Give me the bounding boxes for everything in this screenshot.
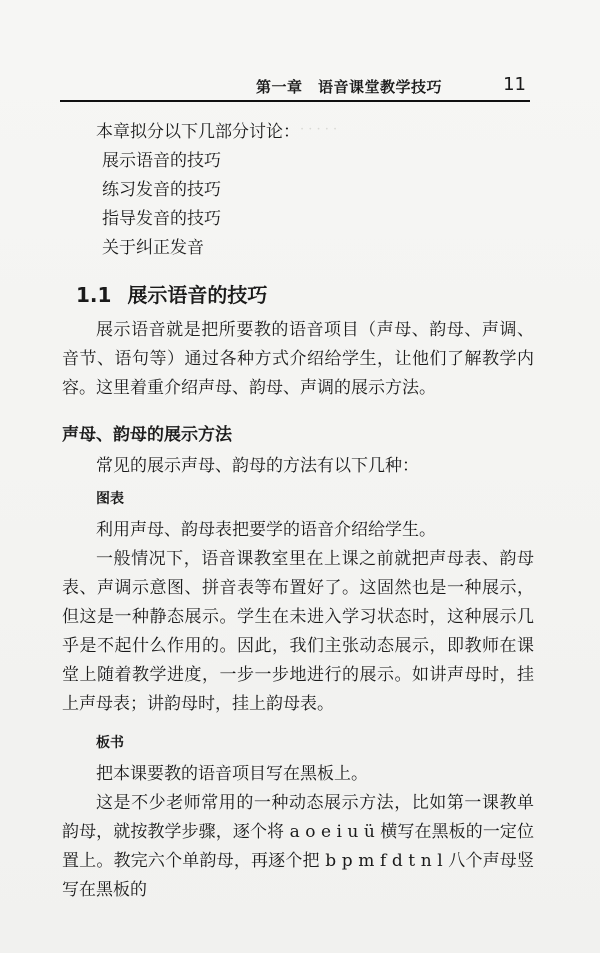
section-paragraph: 展示语音就是把所要教的语音项目（声母、韵母、声调、音节、语句等）通过各种方式介绍给学生，让他们了解教学内容。这里着重介绍声母、韵母、声调的展示方法。 [62,320,534,398]
chart-paragraph-1: 利用声母、韵母表把要学的语音介绍给学生。 [96,520,436,540]
running-header [60,72,530,100]
page-number: 11 [503,74,526,95]
method-label-chart: 图表 [96,491,124,507]
blackboard-paragraph-2: 这是不少老师常用的一种动态展示方法，比如第一课教单韵母，就按教学步骤，逐个将 a o e i u ü 横写在黑板的一定位置上。教完六个单韵母，再逐个把 b p m f d t n l 八个声母竖写在黑板的 [62,793,534,900]
topic-item: 关于纠正发音 [102,238,204,258]
bleed-through-text: · · · · · [300,122,338,137]
topic-list [62,147,534,263]
subsection-intro: 常见的展示声母、韵母的方法有以下几种： [96,456,419,476]
blackboard-paragraph-1: 把本课要教的语音项目写在黑板上。 [96,764,368,784]
section-title: 展示语音的技巧 [127,283,268,307]
topic-item: 练习发音的技巧 [102,180,221,200]
topic-item: 指导发音的技巧 [102,209,221,229]
section-heading [62,281,534,310]
chapter-title: 第一章 语音课堂教学技巧 [255,78,442,96]
section-number: 1.1 [76,283,112,307]
header-rule [60,100,530,102]
intro-lead: 本章拟分以下几部分讨论： [96,122,300,142]
chart-paragraph-2: 一般情况下，语音课教室里在上课之前就把声母表、韵母表、声调示意图、拼音表等布置好了。这固然也是一种展示，但这是一种静态展示。学生在未进入学习状态时，这种展示几乎是不起什么作用的。因此，我们主张动态展示，即教师在课堂上随着教学进度，一步一步地进行的展示。如讲声母时，挂上声母表；讲韵母时，挂上韵母表。 [62,549,534,714]
page-body [62,108,534,905]
method-label-blackboard: 板书 [96,735,124,751]
topic-item: 展示语音的技巧 [102,151,221,171]
subsection-heading: 声母、韵母的展示方法 [62,425,232,445]
